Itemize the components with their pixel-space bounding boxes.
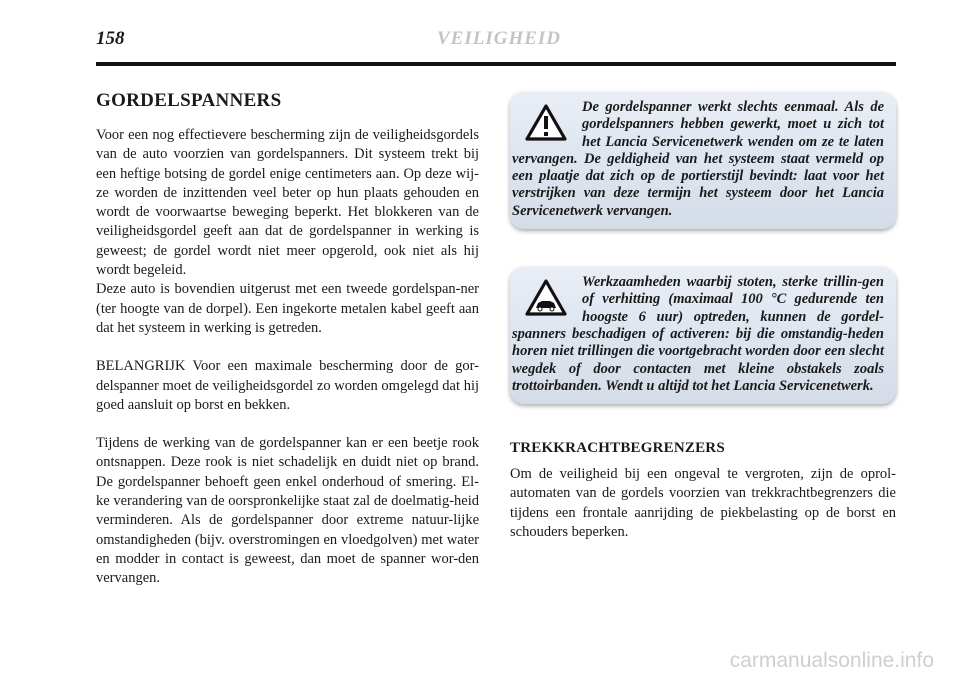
body-paragraph-4: Tijdens de werking van de gordelspanner kan er een beetje rook ontsnappen. Deze rook is niet schadelijk en duidt niet op brand. De gordelspanner behoeft geen enkel onderhoud of smering. El-ke verandering van de oorspronkelijke staat zal de doelmatig-heid verminderen. Als de gordelspanner door extreme natuur-lijke omstandigheden (bijv. overstromingen en vloedgolven) met water en modder in contact is geweest, dan moet de spanner wor-den vervangen.	[96, 435, 479, 587]
right-column	[510, 92, 896, 542]
body-paragraph-3: BELANGRIJK Voor een maximale bescherming door de gor-delspanner moet de veiligheidsgordel zo worden omgelegd dat hij goed aansluit op borst en bekken.	[96, 358, 479, 413]
subsection-paragraph: Om de veiligheid bij een ongeval te vergroten, zijn de oprol-automaten van de gordels voorzien van trekkrachtbegrenzers die tijdens een frontale aanrijding de piekbelasting op de borst en schouders beperken.	[510, 466, 896, 541]
warning-text-2: Werkzaamheden waarbij stoten, sterke trillin-gen of verhitting (maximaal 100 °C gedurende ten hoogste 6 uur) optreden, kunnen de gordel-spanners beschadigen of activeren: bij die omstandig-heden horen niet trillingen die voortgebracht worden door een slecht wegdek of door contacten met kleine obstakels zoals trottoirbanden. Wendt u altijd tot het Lancia Servicenetwerk.	[512, 274, 884, 394]
subsection-title: TREKKRACHTBEGRENZERS	[510, 440, 725, 457]
warning-text-1: De gordelspanner werkt slechts eenmaal. Als de gordelspanners hebben gewerkt, moet u zich tot het Lancia Servicenetwerk wenden om ze te laten vervangen. De geldigheid van het systeem staat vermeld op een plaatje dat zich op de portierstijl bevindt: laat voor het verstrijken van deze termijn het systeem door het Lancia Servicenetwerk vervangen.	[512, 99, 884, 219]
header-rule	[96, 62, 896, 66]
page-number: 158	[96, 28, 125, 49]
section-title: GORDELSPANNERS	[96, 90, 282, 111]
running-title: VEILIGHEID	[437, 28, 562, 49]
left-column	[96, 90, 479, 589]
watermark: carmanualsonline.info	[729, 649, 934, 672]
body-paragraph-2: Deze auto is bovendien uitgerust met een tweede gordelspan-ner (ter hoogte van de dorpel). Een ingekorte metalen kabel geeft aan dat het systeem in werking is getreden.	[96, 281, 479, 336]
warning-triangle-car-icon	[524, 278, 568, 318]
warning-box-1	[510, 92, 896, 229]
warning-box-2	[510, 267, 896, 404]
warning-triangle-exclamation-icon	[524, 103, 568, 143]
body-paragraph-1: Voor een nog effectievere bescherming zijn de veiligheidsgordels van de auto voorzien van gordelspanners. Dit systeem trekt bij een heftige botsing de gordel enige centimeters aan. Op deze wij-ze worden de inzittenden veel beter op hun plaats gehouden en wordt de voorwaartse beweging beperkt. Het blokkeren van de veiligheidsgordel geeft aan dat de gordelspanner in werking is geweest; de gordel wordt niet meer opgerold, ook niet als hij wordt begeleid.	[96, 127, 479, 279]
